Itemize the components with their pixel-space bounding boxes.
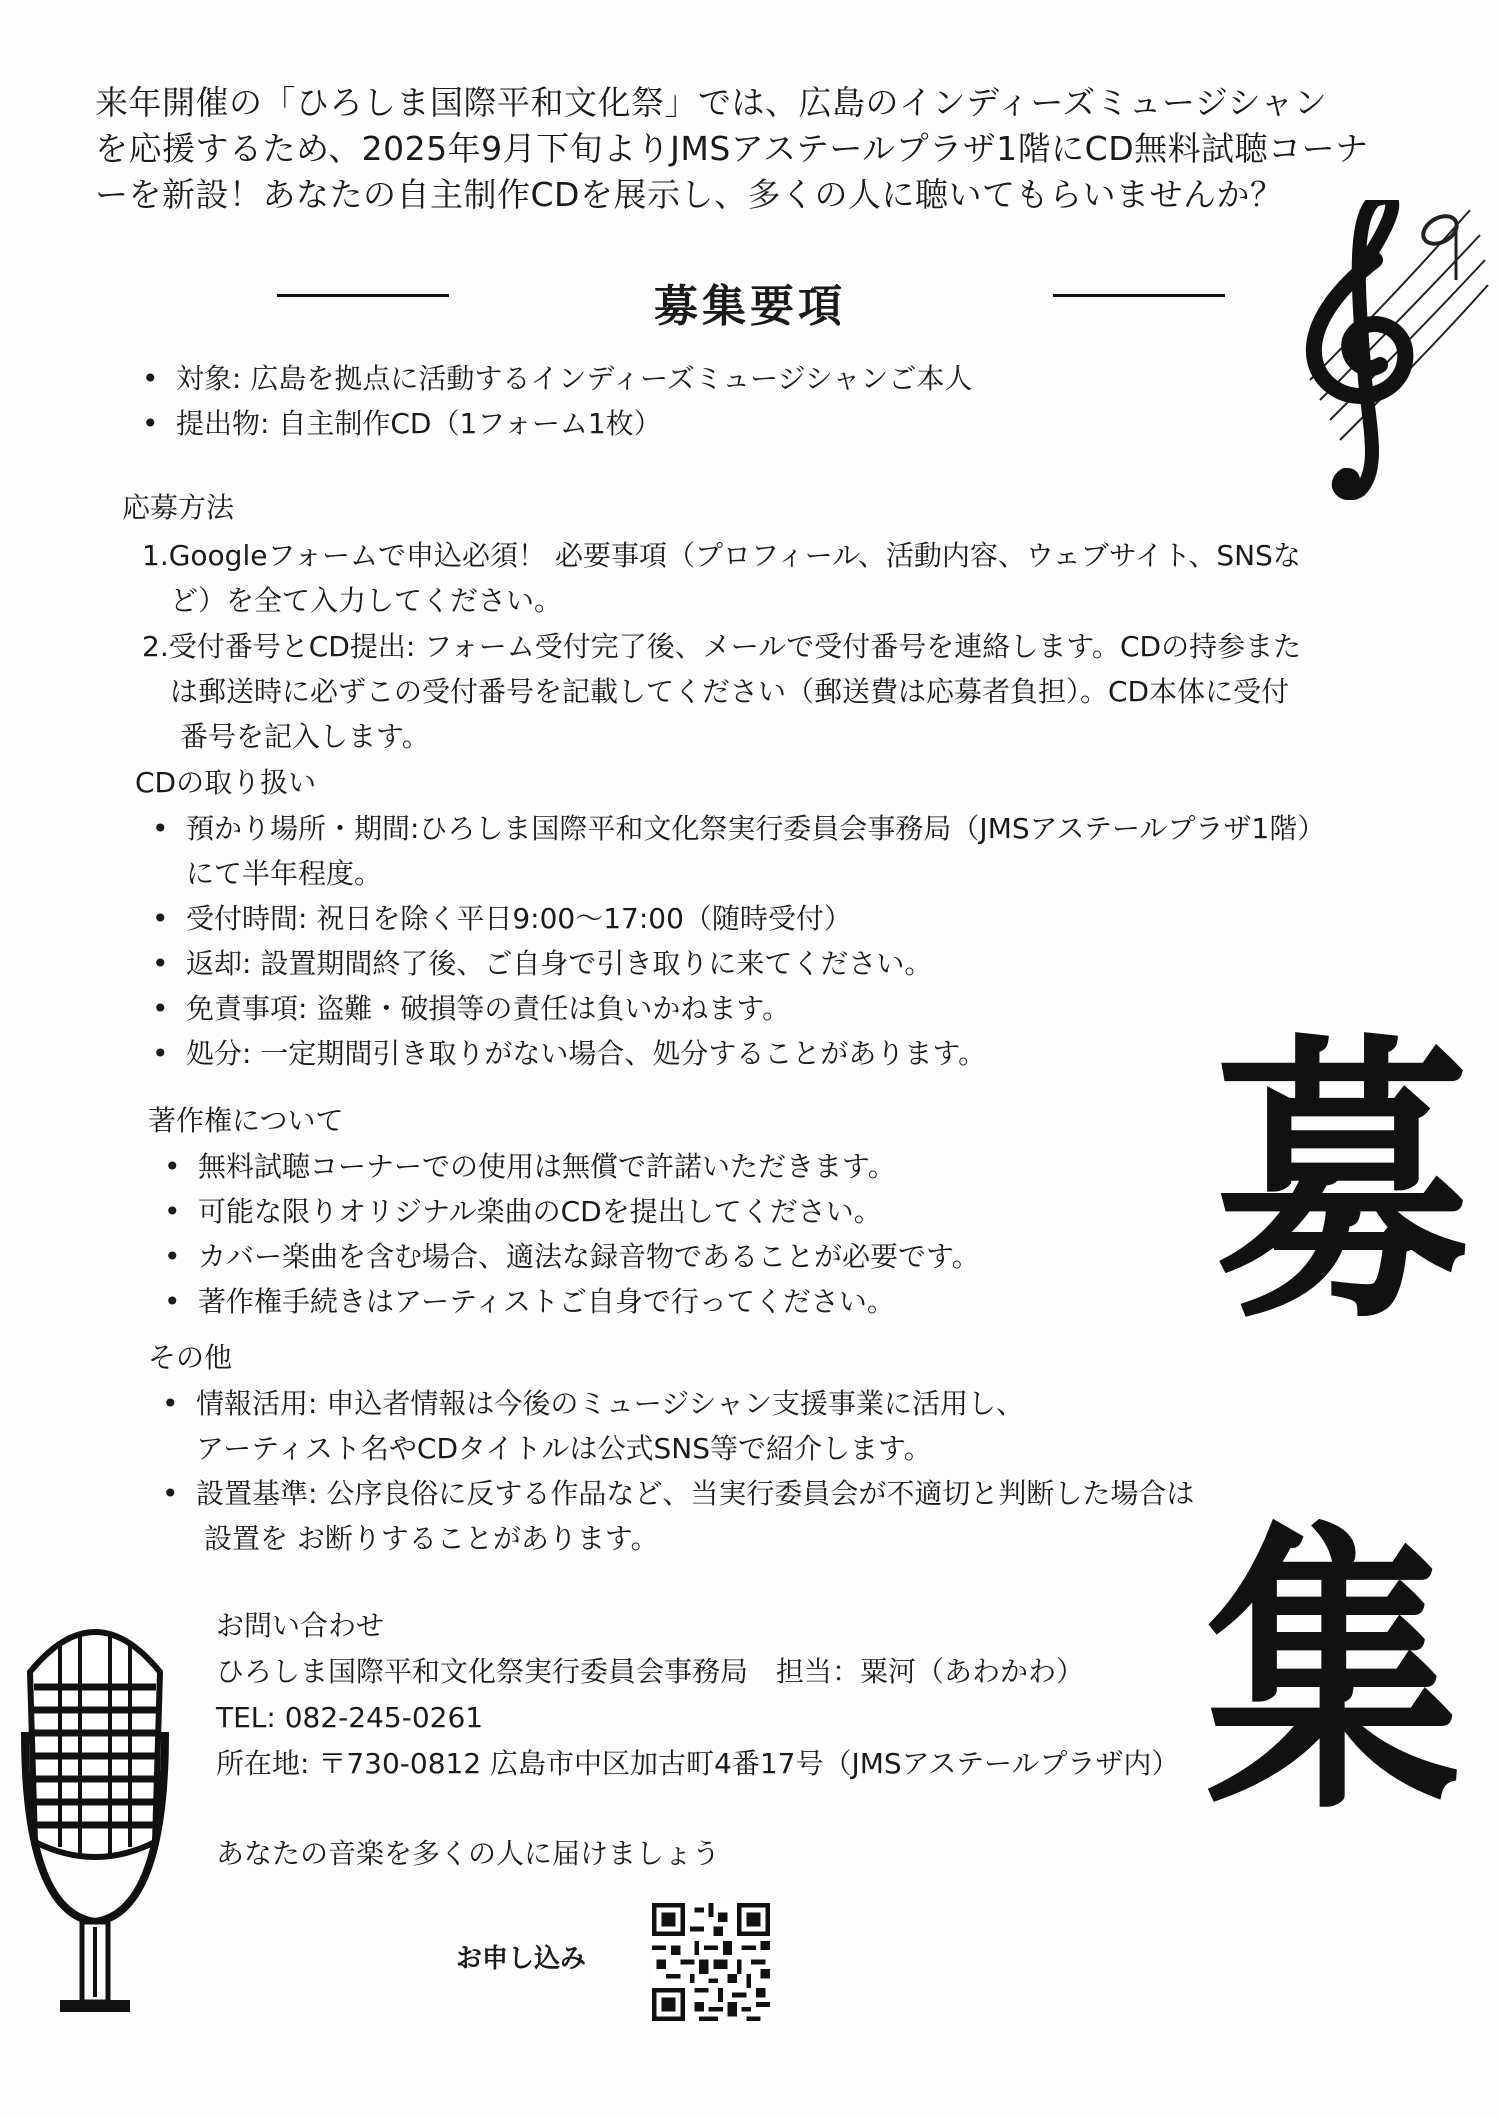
cd-handling-heading — [135, 760, 316, 805]
contact-address: 所在地: 〒730-0812 広島市中区加古町4番17号（JMSアステールプラザ内） — [216, 1747, 1180, 1780]
application-heading: 応募方法 — [122, 491, 235, 524]
section-heading: CDの取り扱い — [135, 766, 317, 799]
list-item: • 対象: 広島を拠点に活動するインディーズミュージシャンご本人 — [176, 356, 972, 401]
list-item: • カバー楽曲を含む場合、適法な録音物であることが必要です。 — [198, 1234, 980, 1279]
contact-office: ひろしま国際平和文化祭実行委員会事務局 担当：粟河（あわかわ） — [216, 1655, 1085, 1688]
other-heading — [148, 1335, 232, 1380]
requirements-list — [176, 356, 972, 446]
contact-section — [216, 1603, 1179, 1787]
item-text: 番号を記入します。 — [180, 720, 430, 753]
list-item-cont: 設置を お断りすることがあります。 — [204, 1522, 659, 1555]
big-char-shu: 集 — [1205, 1500, 1460, 1849]
intro-line: を応援するため、2025年9月下旬よりJMSアステールプラザ1階にCD無料試聴コーナ — [95, 129, 1369, 168]
other-list — [196, 1381, 1194, 1561]
big-char-bo: 募 — [1215, 1010, 1470, 1359]
item-text: Googleフォームで申込必須！ 必要事項（プロフィール、活動内容、ウェブサイト、SNSな — [168, 539, 1301, 572]
contact-tel: TEL: 082-245-0261 — [216, 1701, 484, 1734]
heading-rule-right — [1053, 294, 1225, 297]
intro-line: ーを新設！あなたの自主制作CDを展示し、多くの人に聴いてもらいませんか？ — [95, 175, 1284, 214]
main-heading: 募集要項 — [654, 281, 846, 332]
list-item: • 設置基準: 公序良俗に反する作品など、当実行委員会が不適切と判断した場合は — [196, 1471, 1194, 1516]
list-item: • 提出物: 自主制作CD（1フォーム1枚） — [176, 401, 972, 446]
list-item: • 預かり場所・期間:ひろしま国際平和文化祭実行委員会事務局（JMSアステールプラザ1階） — [186, 806, 1325, 851]
list-item: • 返却: 設置期間終了後、ご自身で引き取りに来てください。 — [186, 941, 1325, 986]
intro-paragraph — [95, 80, 1435, 218]
item-text: は郵送時に必ずこの受付番号を記載してください（郵送費は応募者負担）。CD本体に受付 — [170, 675, 1290, 708]
item-text: ど）を全て入力してください。 — [170, 584, 563, 617]
list-item: • 処分: 一定期間引き取りがない場合、処分することがあります。 — [186, 1031, 1325, 1076]
intro-line: 来年開催の「ひろしま国際平和文化祭」では、広島のインディーズミュージシャン — [95, 83, 1328, 122]
heading-rule-left — [277, 294, 449, 297]
application-section — [122, 485, 234, 530]
list-item: • 情報活用: 申込者情報は今後のミュージシャン支援事業に活用し、 — [196, 1381, 1194, 1426]
section-heading: その他 — [148, 1341, 233, 1374]
section-heading: 著作権について — [148, 1104, 344, 1137]
treble-clef-icon — [1290, 200, 1490, 500]
list-item: • 著作権手続きはアーティストご自身で行ってください。 — [198, 1279, 980, 1324]
microphone-icon — [20, 1612, 170, 2032]
item-number: 2. — [142, 630, 169, 663]
copyright-heading — [148, 1098, 343, 1143]
list-item: • 無料試聴コーナーでの使用は無償で許諾いただきます。 — [198, 1144, 980, 1189]
item-number: 1. — [142, 539, 169, 572]
list-item: • 受付時間: 祝日を除く平日9:00～17:00（随時受付） — [186, 896, 1325, 941]
application-item — [142, 533, 1301, 623]
qr-code[interactable] — [652, 1903, 770, 2021]
list-item-cont: アーティスト名やCDタイトルは公式SNS等で紹介します。 — [196, 1432, 932, 1465]
cd-handling-list — [186, 806, 1325, 1076]
contact-heading: お問い合わせ — [216, 1609, 385, 1642]
list-item: • 可能な限りオリジナル楽曲のCDを提出してください。 — [198, 1189, 980, 1234]
item-text: 受付番号とCD提出: フォーム受付完了後、メールで受付番号を連絡します。CDの持参また — [168, 630, 1302, 663]
apply-label: お申し込み — [456, 1944, 587, 1974]
application-item — [142, 624, 1301, 759]
copyright-list — [198, 1144, 980, 1324]
list-item: • 免責事項: 盗難・破損等の責任は負いかねます。 — [186, 986, 1325, 1031]
list-item-cont: にて半年程度。 — [186, 857, 383, 890]
slogan: あなたの音楽を多くの人に届けましょう — [216, 1837, 721, 1870]
